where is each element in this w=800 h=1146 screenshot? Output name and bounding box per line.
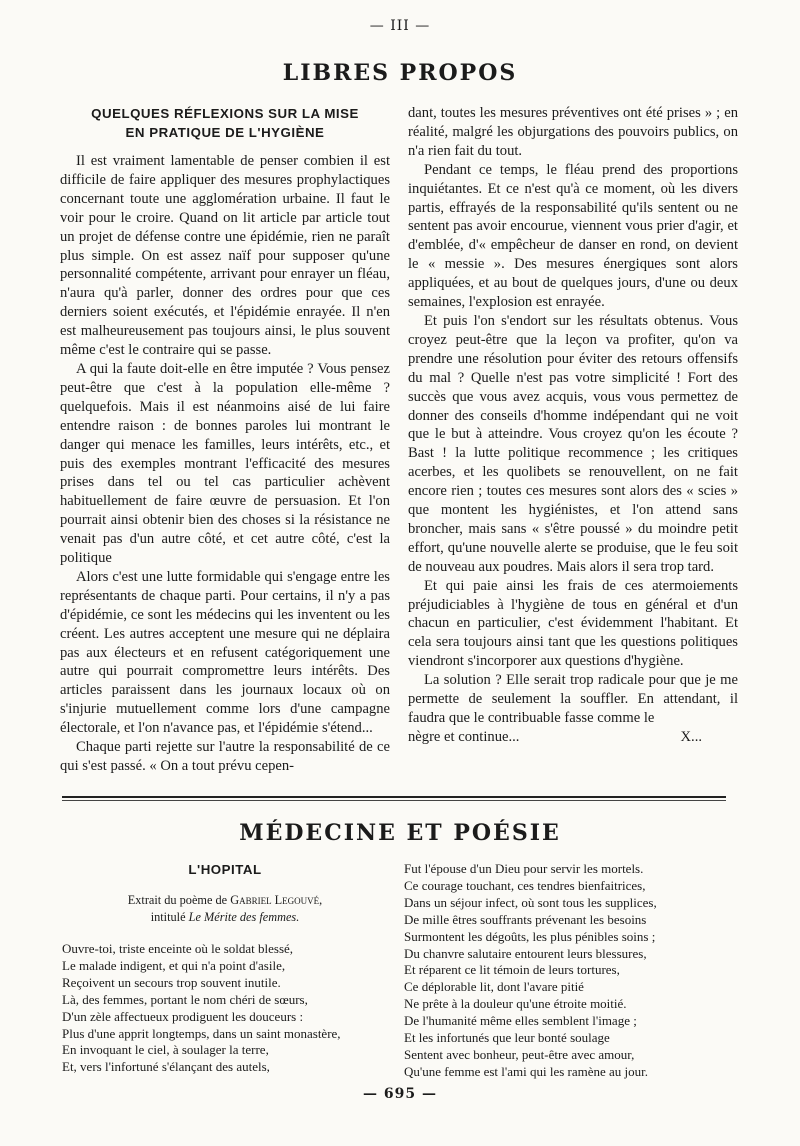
- article-paragraph: Et puis l'on s'endort sur les résultats obtenus. Vous croyez peut-être que la leçon va profiter, qu'on va prendre une résolution pour éviter des retours offensifs du mal ? Quelle n'est pas votre simplicité ! Fort des succès que vous avez acquis, vous vous permettez de donner des conseils d'homme indépendant qui ne voit que le but à atteindre. Vous croyez qu'on les écoute ? Bast ! la lutte politique recommence ; les critiques acerbes, et les quolibets se renouvellent, on ne fait encore rien ; toutes ces mesures sont alors des « scies » que montent les hygiénistes, et l'on attend sans broncher, mais sans « s'être poussé » du moindre petit effort, qu'une nouvelle alerte se produise, que le feu soit de nouveau aux poudres. Mais alors il sera trop tard.: [408, 312, 738, 575]
- article-paragraph: Et qui paie ainsi les frais de ces atermoiements préjudiciables à l'hygiène de tous en général et d'un chacun en particulier, c'est évidemment l'habitant. Et cela sera toujours ainsi tant que les questions politiques viendront s'incorporer aux questions d'hygiène.: [408, 577, 738, 670]
- verse-line: D'un zèle affectueux prodiguent les douceurs :: [62, 1008, 304, 1024]
- verse-line: Là, des femmes, portant le nom chéri de sœurs,: [62, 991, 308, 1007]
- verse-line: Sentent avec bonheur, peut-être avec amour,: [404, 1046, 635, 1062]
- article-paragraph: A qui la faute doit-elle en être imputée ? Vous pensez peut-être que c'est à la population elle-même ? quelquefois. Mais il est néanmoins aisé de lui faire entendre raison : de bonnes paroles lui montrant le danger qui menace les familles, leurs intérêts, etc., et puis des exemples montrant l'efficacité des mesures prises dans tel ou tel cas particulier achèvent habituellement de faire œuvre de persuasion. Et l'on pourrait ainsi obtenir bien des choses si la résistance ne venait pas d'un autre côté, et cet autre côté, c'est la politique: [60, 360, 390, 567]
- article-title-line1: QUELQUES RÉFLEXIONS SUR LA MISE: [91, 106, 359, 121]
- verse-line: Ce déplorable lit, dont l'avare pitié: [404, 979, 584, 995]
- section-title-libres-propos: LIBRES PROPOS: [282, 60, 518, 86]
- extract-prefix: Extrait du poème de: [127, 893, 228, 907]
- poem-left-column: [62, 941, 392, 1076]
- poem-author: Gabriel Legouvé: [230, 893, 320, 907]
- article-paragraph-continued: dant, toutes les mesures préventives ont été prises » ; en réalité, malgré les objurgations des pouvoirs publics, on n'a rien fait du tout.: [408, 105, 738, 159]
- article-closing-line: [408, 728, 738, 747]
- article-right-column: [408, 104, 738, 747]
- verse-line: Ouvre-toi, triste enceinte où le soldat blessé,: [62, 941, 294, 956]
- verse-line: Du chanvre salutaire entourent leurs blessures,: [404, 945, 647, 961]
- poem-source: Extrait du poème de Gabriel Legouvé, intitulé Le Mérite des femmes.: [127, 893, 323, 924]
- poem-right-column: [404, 861, 734, 1081]
- poem-title: L'HOPITAL: [188, 862, 262, 877]
- verse-line: De mille êtres souffrants prévenant les besoins: [404, 911, 647, 927]
- verse-line: Ce courage touchant, ces tendres bienfaitrices,: [404, 877, 646, 893]
- verse-line: Fut l'épouse d'un Dieu pour servir les mortels.: [404, 861, 644, 876]
- poem-work-title: Le Mérite des femmes.: [188, 910, 300, 924]
- verse-line: Dans un séjour infect, où sont tous les supplices,: [404, 894, 657, 910]
- article-left-column: [60, 104, 390, 776]
- section-divider: [62, 796, 726, 798]
- extract-intitule: intitulé: [150, 910, 186, 924]
- verse-line: Et les infortunés que leur bonté soulage: [404, 1030, 610, 1046]
- verse-line: Reçoivent un secours trop souvent inutile.: [62, 974, 281, 990]
- section-title-medecine-poesie: MÉDECINE ET POÉSIE: [239, 820, 561, 846]
- verse-line: Qu'une femme est l'ami qui les ramène au jour.: [404, 1063, 649, 1079]
- verse-line: Surmontent les dégoûts, les plus pénibles soins ;: [404, 928, 656, 944]
- verse-line: De l'humanité même elles semblent l'image ;: [404, 1013, 637, 1029]
- article-paragraph: La solution ? Elle serait trop radicale pour que je me permette de seulement la souffler. En attendant, il faudra que le contribuable fasse comme le: [408, 672, 738, 726]
- article-paragraph: Chaque parti rejette sur l'autre la responsabilité de ce qui s'est passé. « On a tout prévu cepen-: [60, 739, 390, 774]
- article-paragraph: Il est vraiment lamentable de penser combien il est difficile de faire appliquer des mesures prophylactiques concernant toute une agglomération urbaine. Il faut le voir pour le croire. Quand on lit article par article tout un projet de défense contre une épidémie, rien ne paraît plus simple. On est assez naïf pour supposer qu'une personnalité compétente, arrivant pour enrayer un fléau, n'aura qu'à parler, donner des ordres pour que ces derniers soient exécutés, et l'épidémie enrayée. Il n'en est malheureusement pas toujours ainsi, le plus souvent même c'est le contraire qui se passe.: [60, 153, 390, 359]
- page-header-roman: — III —: [369, 18, 431, 34]
- article-signature: X...: [680, 728, 702, 745]
- article-last-line: nègre et continue...: [408, 728, 520, 745]
- article-paragraph: Alors c'est une lutte formidable qui s'engage entre les représentants de chaque parti. Pour certains, il n'y a pas d'épidémie, ce sont les médecins qui les inventent ou les créent. Les autres acceptent une mesure qui ne déplaira pas aux électeurs et en refusent catégoriquement une autre qui pourrait compromettre leurs intérêts. Des articles paraissent dans les journaux locaux où on s'injurie mutuellement comme lors d'une campagne électorale, et l'on n'avance pas, et l'épidémie s'étend...: [60, 568, 390, 737]
- verse-line: Le malade indigent, et qui n'a point d'asile,: [62, 957, 286, 973]
- article-title-line2: EN PRATIQUE DE L'HYGIÈNE: [125, 125, 325, 140]
- page-number: — 695 —: [363, 1086, 437, 1102]
- article-paragraph: Pendant ce temps, le fléau prend des proportions inquiétantes. Et ce n'est qu'à ce moment, où les divers partis, effrayés de la responsabilité qu'ils sentent ou ne sentent pas avoir encourue, viennent vous prier d'agir, et d'emblée, d'« empêcheur de danser en rond, on devient le « messie ». Des mesures énergiques sont alors appliquées, et au bout de quelques jours, d'une ou deux semaines, l'explosion est enrayée.: [408, 161, 738, 311]
- verse-line: En invoquant le ciel, à soulager la terre,: [62, 1042, 269, 1058]
- verse-line: Plus d'une apprit longtemps, dans un saint monastère,: [62, 1025, 341, 1041]
- verse-line: Ne prête à la douleur qu'une étroite moitié.: [404, 996, 627, 1012]
- section-divider-thin: [62, 800, 726, 801]
- verse-line: Et, vers l'infortuné s'élançant des autels,: [62, 1059, 270, 1075]
- article-title: [60, 104, 390, 142]
- verse-line: Et réparent ce lit témoin de leurs tortures,: [404, 962, 620, 978]
